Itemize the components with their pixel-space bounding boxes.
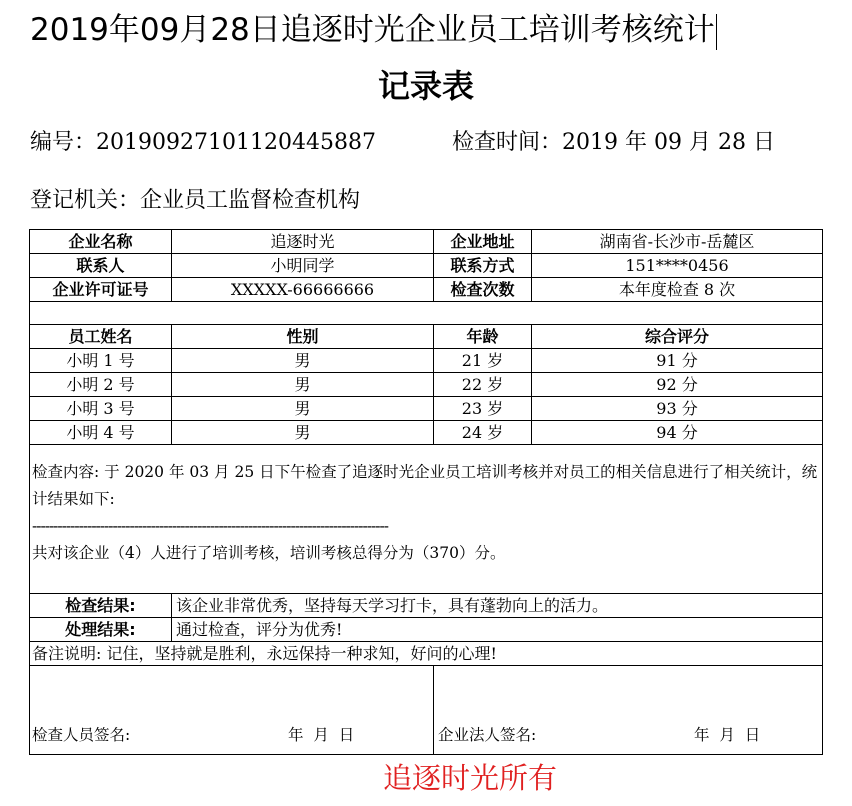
- document-title: 2019年09月28日追逐时光企业员工培训考核统计: [30, 8, 717, 52]
- handling-row: [30, 618, 823, 642]
- company-name-value: 追逐时光: [172, 230, 434, 254]
- employee-gender: 男: [172, 421, 434, 445]
- handling-label: 处理结果:: [30, 618, 172, 642]
- employee-age: 22 岁: [434, 373, 532, 397]
- document-title-line2: 记录表: [377, 67, 474, 105]
- table-row: [30, 421, 823, 445]
- inspector-signature-cell: [30, 666, 434, 755]
- handling-value: 通过检查，评分为优秀!: [172, 618, 823, 642]
- result-label: 检查结果:: [30, 594, 172, 618]
- legal-signature-label: 企业法人签名:: [438, 726, 537, 744]
- employee-score-header: 综合评分: [532, 325, 823, 349]
- phone-label: 联系方式: [434, 254, 532, 278]
- inspection-content-text: 检查内容: 于 2020 年 03 月 25 日下午检查了追逐时光企业员工培训考核并对员工的相关信息进行了相关统计，统计结果如下:: [32, 463, 818, 508]
- company-name-label: 企业名称: [30, 230, 172, 254]
- serial-number: 编号：20190927101120445887: [30, 130, 376, 155]
- inspection-summary: 共对该企业（4）人进行了培训考核，培训考核总得分为（370）分。: [32, 544, 506, 562]
- employee-gender-header: 性别: [172, 325, 434, 349]
- divider-line: ------------------------------------------------------------------------------------: [32, 517, 388, 535]
- company-name-row: [30, 230, 823, 254]
- license-row: [30, 278, 823, 302]
- employee-name: 小明 1 号: [30, 349, 172, 373]
- employee-name-header: 员工姓名: [30, 325, 172, 349]
- table-row: [30, 349, 823, 373]
- license-label: 企业许可证号: [30, 278, 172, 302]
- employee-gender: 男: [172, 349, 434, 373]
- inspector-signature-date: 年 月 日: [288, 726, 355, 744]
- text-cursor: [716, 14, 718, 50]
- contact-row: [30, 254, 823, 278]
- remark-text: 备注说明: 记住，坚持就是胜利，永远保持一种求知，好问的心理!: [30, 642, 823, 666]
- remark-row: [30, 642, 823, 666]
- inspection-content-cell: [30, 445, 823, 594]
- result-value: 该企业非常优秀，坚持每天学习打卡，具有蓬勃向上的活力。: [172, 594, 823, 618]
- legal-signature-date: 年 月 日: [694, 726, 761, 744]
- employee-score: 93 分: [532, 397, 823, 421]
- employee-score: 94 分: [532, 421, 823, 445]
- employee-name: 小明 2 号: [30, 373, 172, 397]
- check-time: 检查时间：2019 年 09 月 28 日: [452, 130, 775, 155]
- contact-value: 小明同学: [172, 254, 434, 278]
- employee-score: 92 分: [532, 373, 823, 397]
- employee-name: 小明 4 号: [30, 421, 172, 445]
- registration-authority: 登记机关：企业员工监督检查机构: [30, 188, 361, 213]
- result-row: [30, 594, 823, 618]
- inspections-value: 本年度检查 8 次: [532, 278, 823, 302]
- employee-age-header: 年龄: [434, 325, 532, 349]
- spacer-cell: [30, 302, 823, 325]
- employee-gender: 男: [172, 373, 434, 397]
- watermark-text: 追逐时光所有: [382, 761, 557, 795]
- employee-header-row: [30, 325, 823, 349]
- employee-age: 23 岁: [434, 397, 532, 421]
- signature-row: [30, 666, 823, 755]
- company-address-value: 湖南省-长沙市-岳麓区: [532, 230, 823, 254]
- company-address-label: 企业地址: [434, 230, 532, 254]
- spacer-row: [30, 302, 823, 325]
- legal-signature-cell: [434, 666, 823, 755]
- employee-score: 91 分: [532, 349, 823, 373]
- employee-age: 24 岁: [434, 421, 532, 445]
- license-value: XXXXX-66666666: [172, 278, 434, 302]
- table-row: [30, 397, 823, 421]
- record-table: [29, 229, 823, 755]
- employee-gender: 男: [172, 397, 434, 421]
- inspections-label: 检查次数: [434, 278, 532, 302]
- inspector-signature-label-text: 检查人员签名:: [32, 726, 131, 744]
- phone-value: 151****0456: [532, 254, 823, 278]
- contact-label: 联系人: [30, 254, 172, 278]
- employee-name: 小明 3 号: [30, 397, 172, 421]
- inspection-content-row: [30, 445, 823, 594]
- employee-age: 21 岁: [434, 349, 532, 373]
- table-row: [30, 373, 823, 397]
